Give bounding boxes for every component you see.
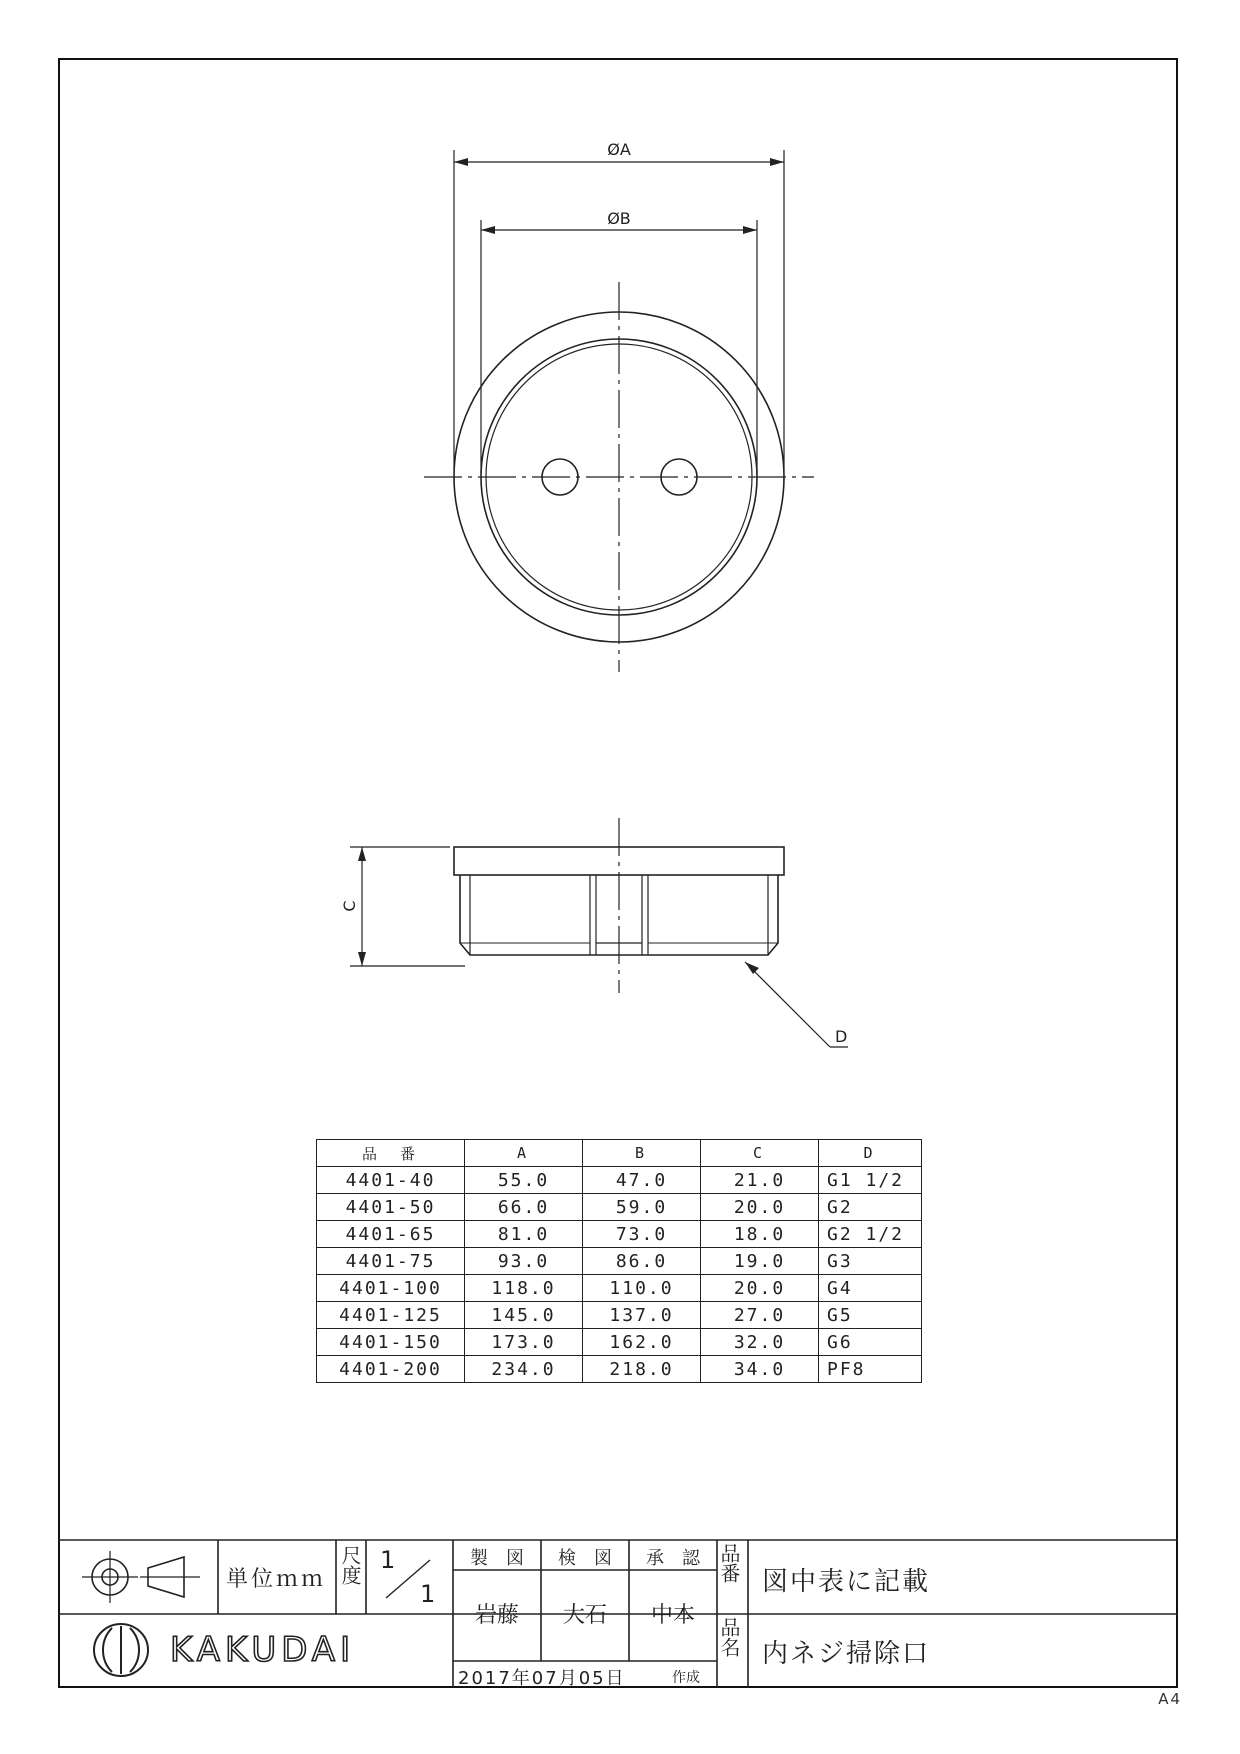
- scale-denominator: 1: [420, 1580, 436, 1608]
- part-name-value: 内ネジ掃除口: [762, 1639, 931, 1669]
- cell-a: 66.0: [465, 1194, 583, 1221]
- kakudai-logo-icon: [94, 1624, 148, 1676]
- cell-a: 55.0: [465, 1167, 583, 1194]
- cell-a: 145.0: [465, 1302, 583, 1329]
- approved-label: 承 認: [646, 1548, 700, 1569]
- drawing-date: 2017年07月05日: [458, 1668, 626, 1689]
- dim-c-label: C: [340, 900, 359, 912]
- cell-part-no: 4401-100: [317, 1275, 465, 1302]
- cell-a: 173.0: [465, 1329, 583, 1356]
- drawn-by: 岩藤: [474, 1603, 519, 1628]
- cell-a: 118.0: [465, 1275, 583, 1302]
- dim-b-label: ØB: [607, 209, 631, 228]
- projection-symbol-icon: [82, 1551, 200, 1603]
- scale-label: 尺度: [338, 1545, 362, 1585]
- cell-d: G5: [819, 1302, 922, 1329]
- header-d: D: [819, 1140, 922, 1167]
- cell-part-no: 4401-150: [317, 1329, 465, 1356]
- cell-b: 110.0: [583, 1275, 701, 1302]
- part-no-value: 図中表に記載: [762, 1567, 931, 1597]
- dim-d-label: D: [835, 1027, 848, 1046]
- cell-b: 137.0: [583, 1302, 701, 1329]
- cell-b: 47.0: [583, 1167, 701, 1194]
- cell-c: 32.0: [701, 1329, 819, 1356]
- cell-d: G1 1/2: [819, 1167, 922, 1194]
- header-a: A: [465, 1140, 583, 1167]
- cell-part-no: 4401-200: [317, 1356, 465, 1383]
- cell-b: 59.0: [583, 1194, 701, 1221]
- part-no-label: 品番: [717, 1543, 741, 1583]
- cell-a: 234.0: [465, 1356, 583, 1383]
- cell-part-no: 4401-40: [317, 1167, 465, 1194]
- cell-d: G2 1/2: [819, 1221, 922, 1248]
- cell-b: 73.0: [583, 1221, 701, 1248]
- cell-d: G3: [819, 1248, 922, 1275]
- cell-part-no: 4401-125: [317, 1302, 465, 1329]
- cell-d: PF8: [819, 1356, 922, 1383]
- cell-c: 18.0: [701, 1221, 819, 1248]
- cell-c: 27.0: [701, 1302, 819, 1329]
- cell-c: 34.0: [701, 1356, 819, 1383]
- checked-by: 大石: [562, 1603, 607, 1628]
- approved-by: 中本: [650, 1603, 695, 1628]
- unit-label: 単位ｍｍ: [226, 1567, 327, 1592]
- cell-b: 86.0: [583, 1248, 701, 1275]
- cell-d: G2: [819, 1194, 922, 1221]
- cell-a: 93.0: [465, 1248, 583, 1275]
- cell-b: 162.0: [583, 1329, 701, 1356]
- drawn-label: 製 図: [470, 1548, 524, 1569]
- dim-a-label: ØA: [607, 140, 631, 159]
- cell-c: 20.0: [701, 1194, 819, 1221]
- cell-d: G4: [819, 1275, 922, 1302]
- brand-wordmark: KAKUDAI: [170, 1630, 356, 1670]
- part-name-label: 品名: [717, 1617, 741, 1657]
- cell-c: 19.0: [701, 1248, 819, 1275]
- cell-b: 218.0: [583, 1356, 701, 1383]
- header-c: C: [701, 1140, 819, 1167]
- cell-part-no: 4401-50: [317, 1194, 465, 1221]
- cell-part-no: 4401-75: [317, 1248, 465, 1275]
- date-suffix: 作成: [672, 1670, 700, 1686]
- cell-part-no: 4401-65: [317, 1221, 465, 1248]
- paper-size-label: A4: [1158, 1690, 1182, 1708]
- cell-a: 81.0: [465, 1221, 583, 1248]
- scale-numerator: 1: [380, 1546, 396, 1574]
- cell-c: 21.0: [701, 1167, 819, 1194]
- checked-label: 検 図: [558, 1548, 612, 1569]
- header-b: B: [583, 1140, 701, 1167]
- header-part-no: 品 番: [317, 1140, 465, 1167]
- cell-d: G6: [819, 1329, 922, 1356]
- cell-c: 20.0: [701, 1275, 819, 1302]
